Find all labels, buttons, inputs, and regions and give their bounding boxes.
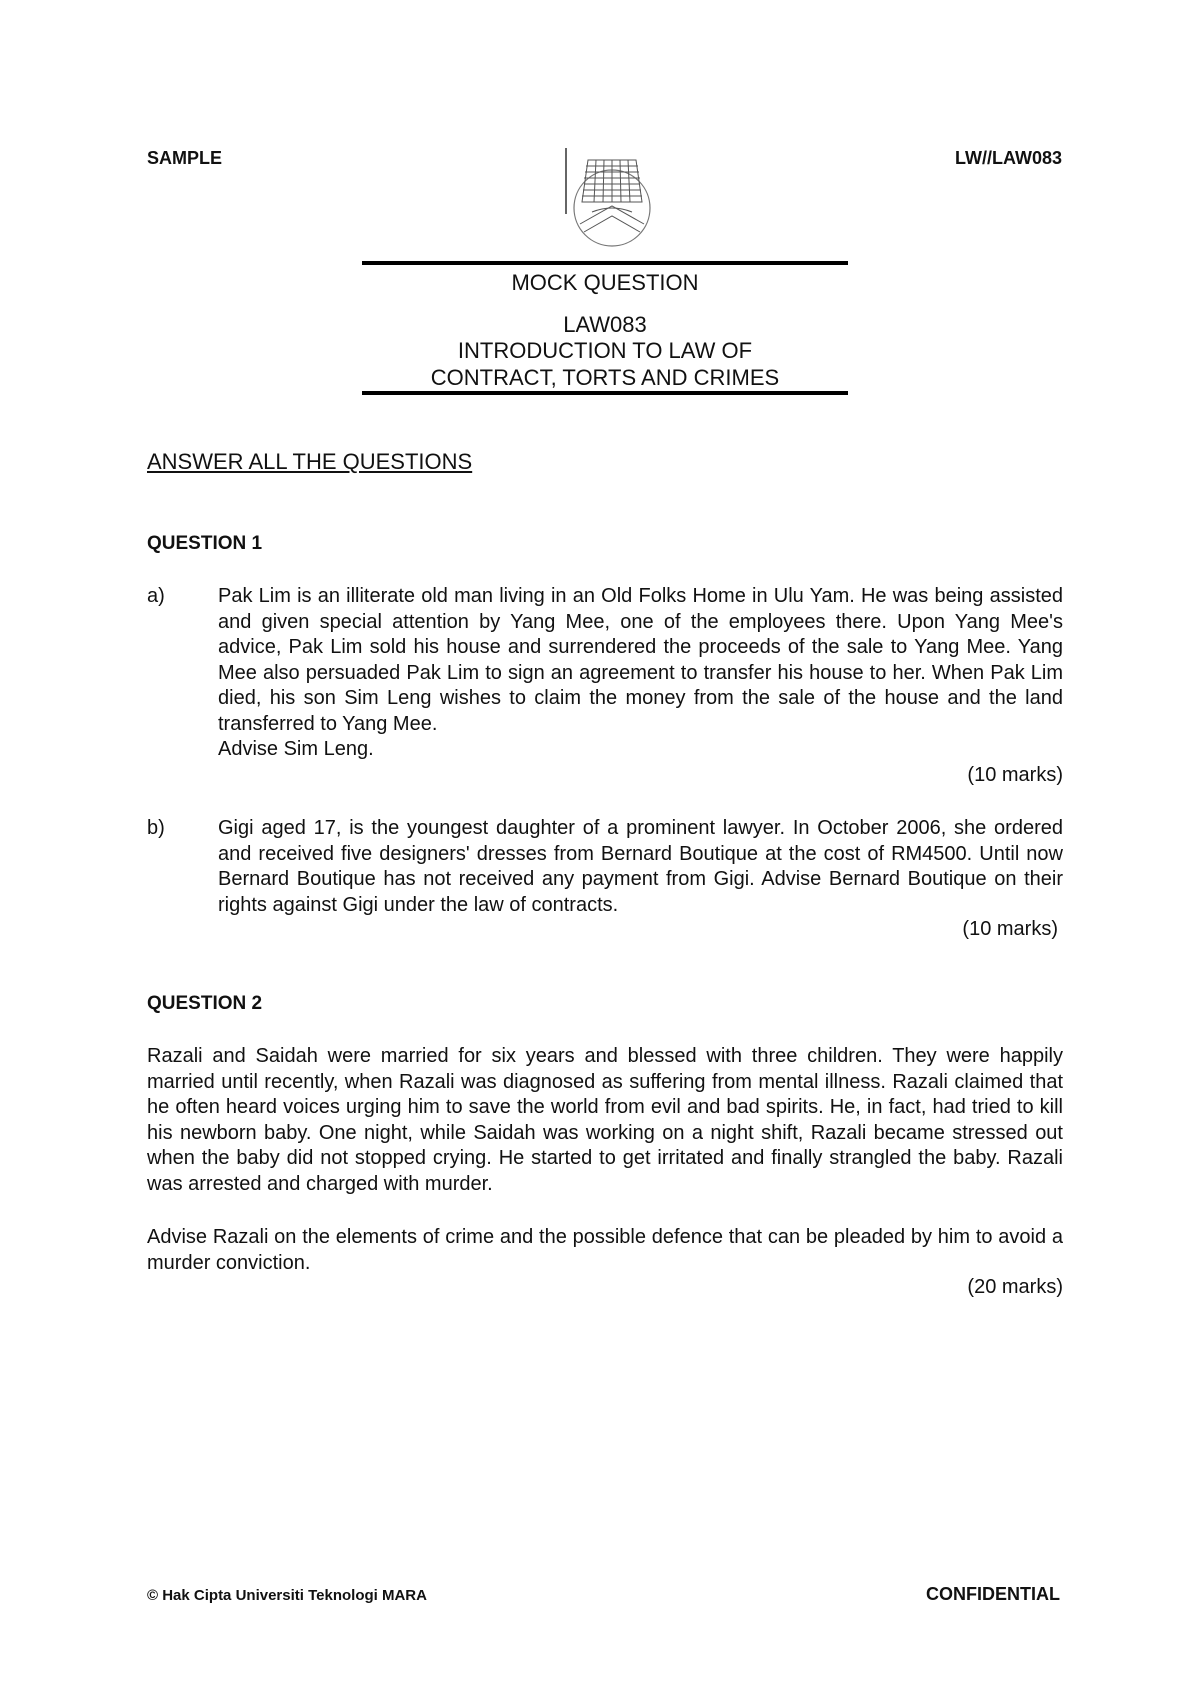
- course-name-line2: CONTRACT, TORTS AND CRIMES: [430, 365, 780, 390]
- question2-marks: (20 marks): [967, 1276, 1063, 1298]
- course-name-line1: INTRODUCTION TO LAW OF: [457, 338, 753, 363]
- question1a-instruction: Advise Sim Leng.: [218, 738, 374, 760]
- university-crest-icon: [562, 146, 658, 252]
- question1b-text: Gigi aged 17, is the youngest daughter of a prominent lawyer. In October 2006, she ordered and received five designers' dresses from Bernard Boutique at the cost of RM4500. Until now Bernard Boutique has not received any payment from Gigi. Advise Bernard Boutique on their rights against Gigi under the law of contracts.: [218, 817, 1063, 916]
- course-code-title: LAW083: [563, 312, 647, 337]
- question2-paragraph1: Razali and Saidah were married for six years and blessed with three children. They were happily married until recently, when Razali was diagnosed as suffering from mental illness. Razali claimed that he often heard voices urging him to save the world from evil and bad spirits. He, in fact, had tried to kill his newborn baby. One night, while Saidah was working on a night shift, Razali became stressed out when the baby did not stopped crying. He started to get irritated and finally strangled the baby. Razali was arrested and charged with murder.: [147, 1045, 1063, 1195]
- title-bottom-rule: [362, 391, 848, 395]
- question1a-label: a): [147, 585, 165, 607]
- page-title: MOCK QUESTION: [511, 270, 699, 295]
- question2-paragraph2: Advise Razali on the elements of crime and the possible defence that can be pleaded by him to avoid a murder conviction.: [147, 1226, 1063, 1274]
- footer-copyright: © Hak Cipta Universiti Teknologi MARA: [147, 1587, 427, 1604]
- question2-heading: QUESTION 2: [147, 993, 263, 1014]
- question1-heading: QUESTION 1: [147, 533, 263, 554]
- question1b-label: b): [147, 817, 165, 839]
- question1a-body: [218, 584, 1063, 763]
- header-sample-label: SAMPLE: [147, 148, 223, 168]
- title-top-rule: [362, 261, 848, 265]
- question1a-text: Pak Lim is an illiterate old man living in an Old Folks Home in Ulu Yam. He was being assisted and given special attention by Yang Mee, one of the employees there. Upon Yang Mee's advice, Pak Lim sold his house and surrendered the proceeds of the sale to Yang Mee. Yang Mee also persuaded Pak Lim to sign an agreement to transfer his house to her. When Pak Lim died, his son Sim Leng wishes to claim the money from the sale of the house and the land transferred to Yang Mee.: [218, 585, 1063, 735]
- question1b-marks: (10 marks): [962, 918, 1058, 940]
- exam-instruction: ANSWER ALL THE QUESTIONS: [147, 449, 473, 474]
- footer-confidential: CONFIDENTIAL: [926, 1584, 1060, 1604]
- question1a-marks: (10 marks): [967, 764, 1063, 786]
- header-course-code: LW//LAW083: [954, 148, 1062, 168]
